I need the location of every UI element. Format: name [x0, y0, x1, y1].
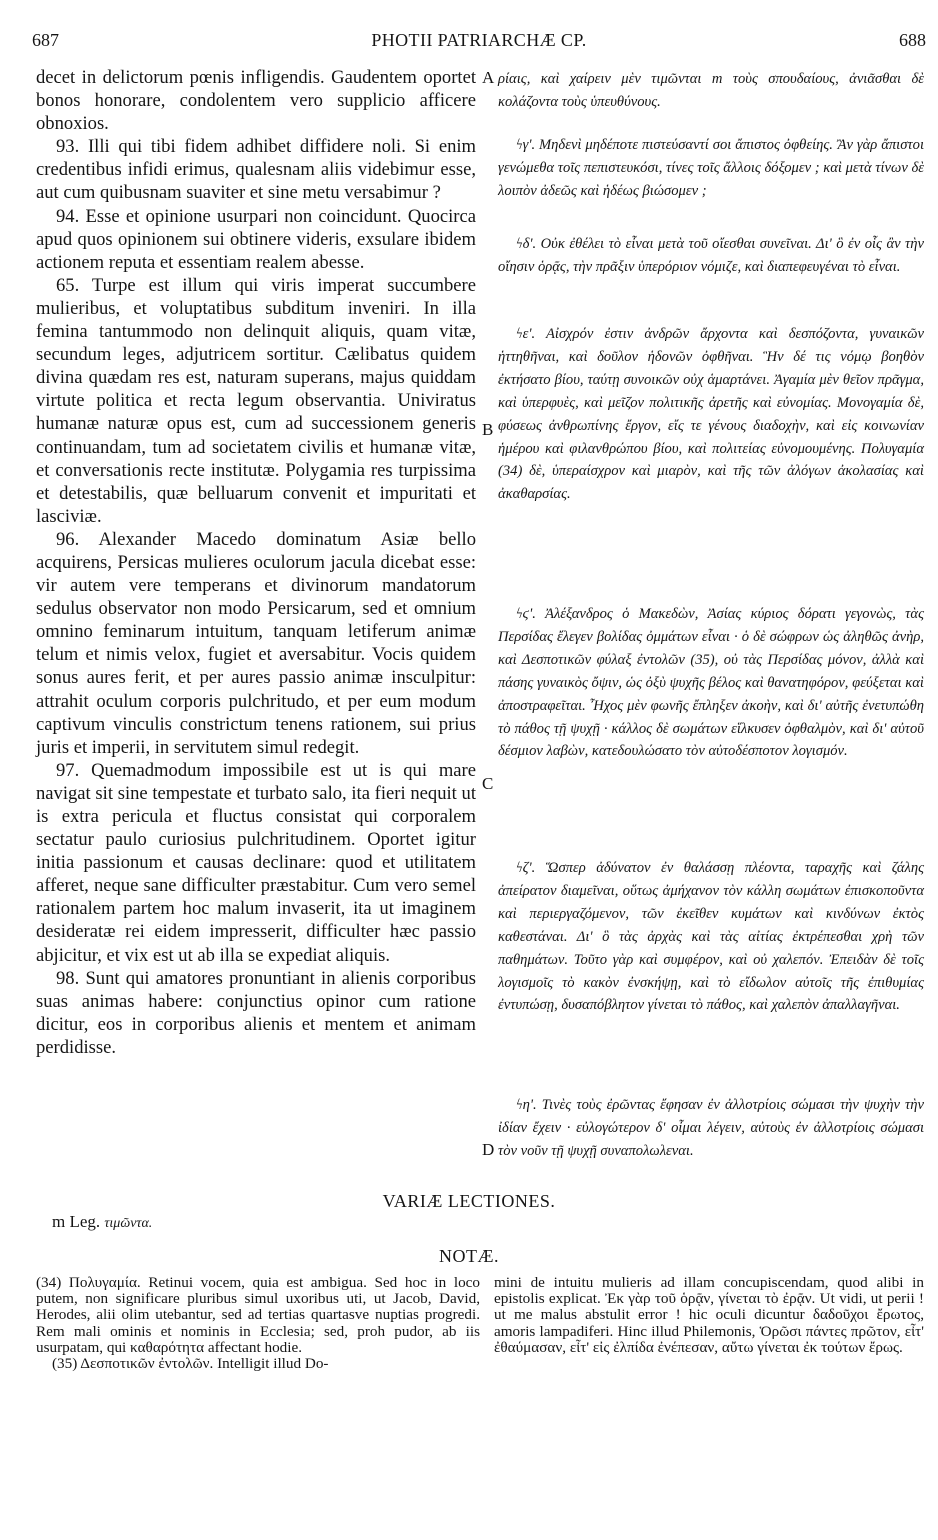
greek-g4-block [498, 323, 924, 506]
variae-lectiones-heading: VARIÆ LECTIONES. [382, 1191, 556, 1211]
latin-paragraph-97: 97. Quemadmodum impossibile est ut is qui mare navigat sit sine tempestate et turbato salo, ita fieri nequit ut is extra pericula et fluctus consistat qui corporalem sectatur paulo curiosius pulchritudinem. Oportet igitur initia passionum et causas declinare: quod et utilitatem afferet, neque sane difficulter præstabitur. Cum vero semel rationalem partem hoc malum invaserit, ita ut imaginem desideratæ rei eidem impresserit, difficulter hæc passio abjicitur, et vix est ut ab illa se expediat aliquis. [36, 759, 476, 966]
greek-paragraph-continuation: ρίαις, καὶ χαίρειν μὲν τιμῶνται m τοὺς σπουδαίους, ἀνιᾶσθαι δὲ κολάζοντα τοὺς ὑπευθύνους. [498, 71, 924, 110]
greek-paragraph-98: ϟηʹ. Τινὲς τοὺς ἐρῶντας ἔφησαν ἐν ἀλλοτρίοις σώμασι τὴν ψυχὴν τὴν ἰδίαν ἔχειν · εὐλογώτερον δ' οἶμαι λέγειν, αὐτοὺς ἐν ἀλλοτρίοις σώμασι τὸν νοῦν τῇ ψυχῇ συναπολωλεναι. [498, 1097, 924, 1159]
latin-paragraph-98: 98. Sunt qui amatores pronuntiant in alienis corporibus suas animas habere: conjunctius opinor cum ratione dicitur, eos in corporibus alienis et mentem et animam perdidisse. [36, 967, 476, 1058]
greek-g3-block [498, 233, 924, 279]
greek-paragraph-96: ϟϛʹ. Ἀλέξανδρος ὁ Μακεδὼν, Ἀσίας κύριος δόρατι γεγονὼς, τὰς Περσίδας ἔλεγεν βολίδας ὀμμάτων εἶναι · ὁ δὲ σώφρων ὡς ἀληθῶς ἀνὴρ, καὶ Δεσποτικῶν φύλαξ ἐντολῶν (35), οὐ τὰς Περσίδας μόνον, ἀλλὰ καὶ πάσης γυναικὸς ὄψιν, ὡς ὀξὺ ψυχῆς βέλος καὶ θανατηφόρον, φεύξεται καὶ ἀποστραφεῖται. Ἦχος μὲν φωνῆς ἔπληξεν ἀκοὴν, καὶ δι' αὐτῆς ἐνετυπώθη τὸ πάθος τῇ ψυχῇ · κάλλος δὲ σωμάτων εἵλκυσεν ὀφθαλμὸν, καὶ δι' αὐτοῦ δέσμιον λαβὼν, κατεδουλώσατο τὸν αὐτοδέσποτον λογισμόν. [498, 606, 924, 760]
page-number-right: 688 [899, 30, 926, 50]
page-number-left: 687 [32, 30, 59, 50]
notes-left-column [36, 1275, 480, 1372]
greek-paragraph-95: ϟεʹ. Αἰσχρόν ἐστιν ἀνδρῶν ἄρχοντα καὶ δεσπόζοντα, γυναικῶν ἡττηθῆναι, καὶ δοῦλον ἡδονῶν ὀφθῆναι. Ἣν δέ τις νόμῳ βοηθὸν ἐκτήσατο βίου, ταύτῃ συνοικῶν οὐχ ἁμαρτάνει. Ἀγαμία μὲν θεῖον πρᾶγμα, καὶ ὑπερφυὲς, καὶ μεῖζον πολιτικῆς ἀρετῆς καὶ εὐνομίας. Μονογαμία δὲ, φύσεως ἀνθρωπίνης ἔργον, εἴς τε γένους διαδοχὴν, καὶ εἰς κοινωνίαν ἡμέρου καὶ φιλανθρώπου βίου, καὶ πολιτείας εὐνομουμένης. Πολυγαμία (34) δὲ, ὑπεραίσχρον καὶ μιαρὸν, καὶ τῆς τῶν ἀλόγων ἀκολασίας καὶ ἀκαθαρσίας. [498, 326, 924, 503]
page-header [32, 30, 926, 58]
margin-letter-d: D [482, 1140, 495, 1159]
variant-reading [52, 1212, 152, 1232]
latin-paragraph-96: 96. Alexander Macedo dominatum Asiæ bello acquirens, Persicas mulieres oculorum jacula dicebat esse: vir autem vere temperans et divinorum mandatorum sedulus observator non modo Persicarum, sed et omnium omnino feminarum intuitum, tanquam letiferum animæ telum et nimis velox, fugiet et aversabitur. Vocis quidem sonus aures ferit, et per aures passio animæ insculpitur: attrahit oculum corporis pulchritudo, et per eum modum captivum vinculis constrictum tenens rationem, sui prius juris et imperii, in servitutem simul redegit. [36, 528, 476, 758]
margin-letter-c: C [482, 774, 494, 793]
note-35-start: (35) Δεσποτικῶν ἐντολῶν. Intelligit illud Do- [52, 1355, 329, 1373]
notes-right-column [494, 1275, 924, 1356]
greek-g1-block [498, 68, 924, 114]
latin-paragraph-94: 94. Esse et opinione usurpari non coincidunt. Quocirca apud quos opinionem sui obtinere videris, exsulare ibidem actionem reputa et essentiam realem abesse. [36, 205, 476, 273]
notae-heading: NOTÆ. [439, 1246, 499, 1266]
variant-greek: τιμῶντα. [104, 1216, 153, 1231]
greek-paragraph-94: ϟδʹ. Οὐκ ἐθέλει τὸ εἶναι μετὰ τοῦ οἴεσθαι συνεῖναι. Δι' ὃ ἐν οἷς ἂν τὴν οἴησιν ὁρᾷς, τὴν πρᾶξιν ὑπερόριον νόμιζε, καὶ διαπεφευγέναι τὸ εἶναι. [498, 236, 924, 275]
latin-column [36, 66, 476, 1059]
greek-g5-block [498, 603, 924, 763]
greek-g2-block [498, 134, 924, 203]
note-34: (34) Πολυγαμία. Retinui vocem, quia est ambigua. Sed hoc in loco putem, non significare pluribus simul uxoribus uti, ut Jacob, David, Herodes, alii olim utebantur, sed ad tertias quartasve nuptias progredi. Rem mali ominis et nominis in Ecclesia; sed, proh pudor, ab iis usurpatam, qui καθαρότητα affectant hodie. [36, 1274, 480, 1356]
greek-g6-block [498, 857, 924, 1017]
latin-paragraph-continuation: decet in delictorum pœnis infligendis. Gaudentem oportet bonos honorare, condolentem vero supplicio afficere obnoxios. [36, 67, 476, 135]
greek-paragraph-93: ϟγʹ. Μηδενὶ μηδέποτε πιστεύσαντί σοι ἄπιστος ὀφθείης. Ἂν γὰρ ἄπιστοι γενώμεθα τοῖς πεπιστευκόσι, τίνες τοῖς ἄλλοις δόξομεν ; καὶ μετὰ τίνων δὲ λοιπὸν ἀδεῶς καὶ ἡδέως βιώσομεν ; [498, 137, 924, 199]
variant-label: m Leg. [52, 1212, 101, 1231]
latin-paragraph-95: 65. Turpe est illum qui viris imperat succumbere mulieribus, et voluptatibus subditum inveniri. In illa femina tantummodo non delinquit aliquis, quam vitæ, secundum leges, adjutricem sortitur. Cælibatus quidem divina quædam res est, naturam superans, majus quiddam virtute politica et recta legum observantia. Univiratus humanæ naturæ opus est, cum ad successionem generis continuandam, tum ad societatem civilis et humanæ vitæ, et conversationis recte institutæ. Polygamia res turpissima et detestabilis, quæ belluarum convenit et impuritati et lasciviæ. [36, 274, 476, 527]
running-title: PHOTII PATRIARCHÆ CP. [371, 30, 587, 50]
note-35-continuation: mini de intuitu mulieris ad illam concupiscendam, quod alibi in epistolis explicat. Ἐκ γὰρ τοῦ ὁρᾷν, γίνεται τὸ ἐρᾷν. Ut vidi, ut perii ! ut me malus abstulit error ! hic oculi dicuntur δαδοῦχοι ἔρωτος, amoris lampadiferi. Hinc illud Philemonis, Ὁρῶσι πάντες πρῶτον, εἶτ' ἐθαύμασαν, εἶτ' εἰς ἐλπίδα ἐνέπεσαν, αὔτω γίνεται ἐκ τούτων ἔρως. [494, 1274, 924, 1356]
margin-letter-a: A [482, 68, 495, 87]
greek-g7-block [498, 1094, 924, 1163]
latin-paragraph-93: 93. Illi qui tibi fidem adhibet diffidere noli. Si enim credentibus infidi erimus, qualesnam aliis videbimur esse, aut cum quibusnam suaviter et sine metu versabimur ? [36, 136, 476, 204]
greek-paragraph-97: ϟζʹ. Ὥσπερ ἀδύνατον ἐν θαλάσσῃ πλέοντα, ταραχῆς καὶ ζάλης ἀπείρατον διαμεῖναι, οὕτως ἀμήχανον τὸν κάλλη σωμάτων ἐπισκοποῦντα καὶ περιεργαζόμενον, τῶν ἐκεῖθεν κυμάτων καὶ κινδύνων ἐκτὸς καθεστάναι. Δι' ὃ τὰς ἀρχὰς καὶ τὰς αἰτίας ἐκτρέπεσθαι χρὴ τῶν παθημάτων. Τοῦτο γὰρ καὶ συμφέρον, καὶ οὐ χαλεπόν. Ἐπειδὰν δὲ τοῖς λογισμοῖς τὸ κακὸν ἐνσκήψῃ, καὶ τὸ εἴδωλον αὐτοῖς τῆς ἐπιθυμίας ἐντυπώσῃ, δυσαπόβλητον γίνεται τὸ πάθος, καὶ χαλεπὸν ἀπαλλαγῆναι. [498, 860, 924, 1014]
margin-letter-b: B [482, 420, 494, 439]
